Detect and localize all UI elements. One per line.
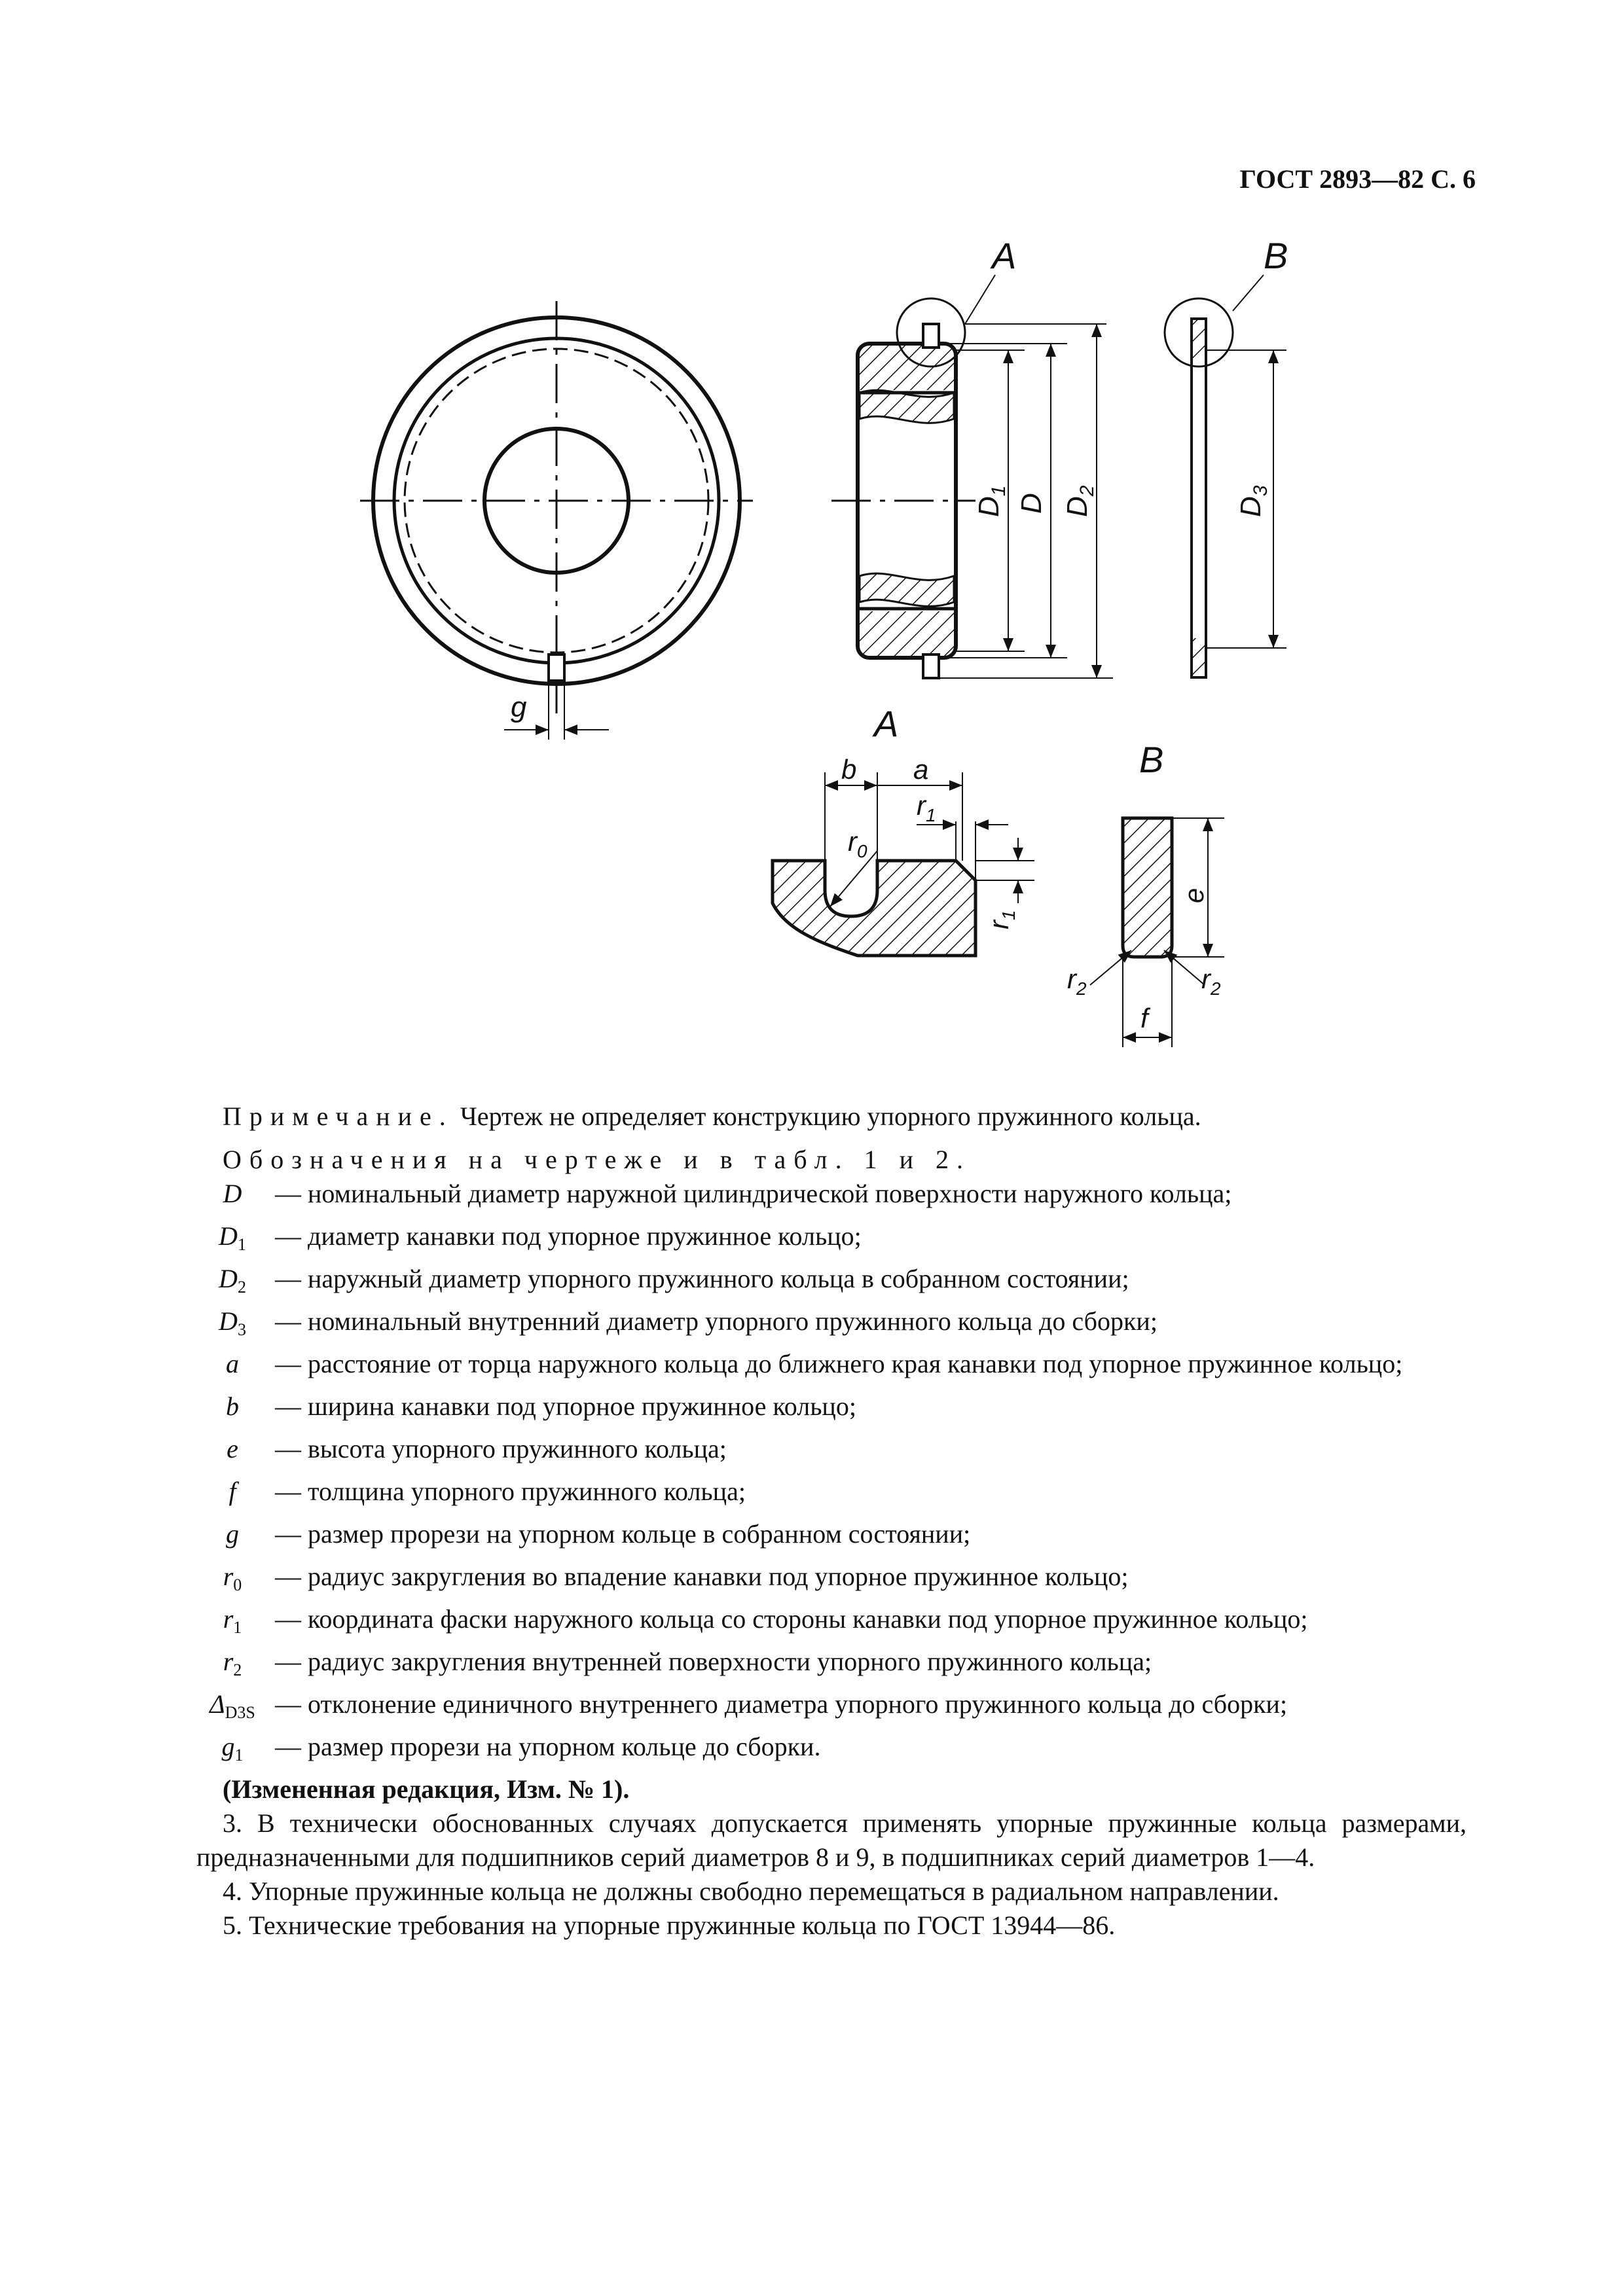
definition-symbol: $r_1$ [223, 1604, 242, 1637]
definition-dash: — [275, 1349, 301, 1378]
view-label-a: A [992, 235, 1017, 276]
snap-ring-view [1165, 275, 1286, 677]
definition-text: радиус закругления во впадение канавки под упорное пружинное кольцо; [308, 1562, 1129, 1591]
detail-b [1090, 818, 1224, 1047]
label-b: b [841, 754, 857, 785]
designations-title: Обозначения на чертеже и в табл. 1 и 2. [223, 1145, 972, 1174]
label-r0: $r_0$ [848, 826, 867, 861]
definition-text: ширина канавки под упорное пружинное кольцо; [308, 1391, 856, 1421]
definition-row [196, 1645, 1467, 1687]
label-d2: $D_2$ [1061, 485, 1098, 517]
technical-drawing [0, 0, 1623, 1100]
definition-row [196, 1347, 1467, 1390]
paragraph-3: 3. В технически обоснованных случаях допускается применять упорные пружинные кольца размерами, предназначенными для подшипников серий диаметров 8 и 9, в подшипниках серий диаметров 1—4. [196, 1808, 1467, 1872]
definition-symbol: $D_3$ [219, 1306, 246, 1339]
definition-row [196, 1177, 1467, 1219]
paragraph-4: 4. Упорные пружинные кольца не должны свободно перемещаться в радиальном направлении. [223, 1876, 1279, 1906]
definitions-list [196, 1177, 1467, 1772]
definition-row [196, 1517, 1467, 1560]
definition-dash: — [275, 1519, 301, 1549]
definition-symbol: e [227, 1434, 238, 1463]
label-r2-right: $r_2$ [1201, 963, 1221, 999]
text-content [196, 1100, 1467, 1943]
definition-row [196, 1602, 1467, 1645]
definition-symbol: a [226, 1349, 239, 1378]
definition-dash: — [275, 1264, 301, 1293]
definition-dash: — [275, 1477, 301, 1506]
definition-dash: — [275, 1647, 301, 1676]
ring-front-view [360, 301, 753, 740]
definition-text: размер прорези на упорном кольце в собранном состоянии; [308, 1519, 971, 1549]
label-d: D [1015, 493, 1048, 514]
note-text: Чертеж не определяет конструкцию упорного пружинного кольца. [460, 1102, 1201, 1131]
definition-row [196, 1560, 1467, 1602]
label-d3: $D_3$ [1235, 485, 1271, 517]
amendment: (Измененная редакция, Изм. № 1). [223, 1774, 630, 1804]
definition-text: номинальный диаметр наружной цилиндрической поверхности наружного кольца; [308, 1179, 1232, 1208]
definition-text: координата фаски наружного кольца со стороны канавки под упорное пружинное кольцо; [308, 1604, 1308, 1634]
definition-text: наружный диаметр упорного пружинного кольца в собранном состоянии; [308, 1264, 1129, 1293]
definition-symbol: $r_0$ [223, 1562, 242, 1594]
definition-dash: — [275, 1179, 301, 1208]
page-header: ГОСТ 2893—82 С. 6 [1239, 164, 1476, 194]
definition-text: расстояние от торца наружного кольца до ближнего края канавки под упорное пружинное кольцо; [308, 1349, 1403, 1378]
definition-dash: — [275, 1221, 301, 1251]
view-label-b: B [1264, 235, 1288, 276]
label-d1: $D_1$ [973, 485, 1010, 517]
definition-row [196, 1304, 1467, 1347]
detail-label-b: B [1139, 739, 1164, 780]
definition-text: номинальный внутренний диаметр упорного пружинного кольца до сборки; [308, 1306, 1158, 1336]
definition-symbol: $\Delta_{D3S}$ [210, 1689, 255, 1722]
definition-symbol: $D_1$ [219, 1221, 246, 1254]
label-f: f [1140, 1003, 1148, 1033]
definition-row [196, 1475, 1467, 1517]
label-g: g [511, 691, 527, 723]
definition-row [196, 1219, 1467, 1262]
definition-text: радиус закругления внутренней поверхности упорного пружинного кольца; [308, 1647, 1152, 1676]
note [223, 1100, 1467, 1134]
definition-dash: — [275, 1391, 301, 1421]
definition-dash: — [275, 1562, 301, 1591]
definition-symbol: $g_1$ [221, 1732, 244, 1765]
definition-dash: — [275, 1306, 301, 1336]
note-label: Примечание. [223, 1102, 454, 1131]
definition-text: толщина упорного пружинного кольца; [308, 1477, 746, 1506]
definition-dash: — [275, 1604, 301, 1634]
definition-row [196, 1432, 1467, 1475]
ring-side-view [831, 275, 1113, 678]
definition-text: размер прорези на упорном кольце до сборки. [308, 1732, 821, 1761]
definition-symbol: D [223, 1179, 242, 1208]
definition-dash: — [275, 1689, 301, 1719]
definition-text: высота упорного пружинного кольца; [308, 1434, 727, 1463]
definition-symbol: $r_2$ [223, 1647, 242, 1679]
definition-symbol: f [228, 1477, 236, 1506]
detail-label-a: A [874, 703, 899, 744]
definition-text: отклонение единичного внутреннего диаметра упорного пружинного кольца до сборки; [308, 1689, 1288, 1719]
label-r1-side: $r_1$ [983, 910, 1019, 929]
definition-row [196, 1262, 1467, 1304]
label-a: a [913, 754, 929, 785]
label-r1-top: $r_1$ [917, 790, 936, 825]
label-e: e [1178, 888, 1209, 903]
definition-row [196, 1390, 1467, 1432]
paragraph-5: 5. Технические требования на упорные пружинные кольца по ГОСТ 13944—86. [223, 1910, 1116, 1940]
definition-symbol: $D_2$ [219, 1264, 246, 1297]
definition-dash: — [275, 1434, 301, 1463]
label-r2-left: $r_2$ [1067, 963, 1087, 999]
definition-symbol: g [226, 1519, 239, 1549]
definition-text: диаметр канавки под упорное пружинное кольцо; [308, 1221, 862, 1251]
definition-row [196, 1730, 1467, 1772]
definition-symbol: b [226, 1391, 239, 1421]
definition-row [196, 1687, 1467, 1730]
definition-dash: — [275, 1732, 301, 1761]
